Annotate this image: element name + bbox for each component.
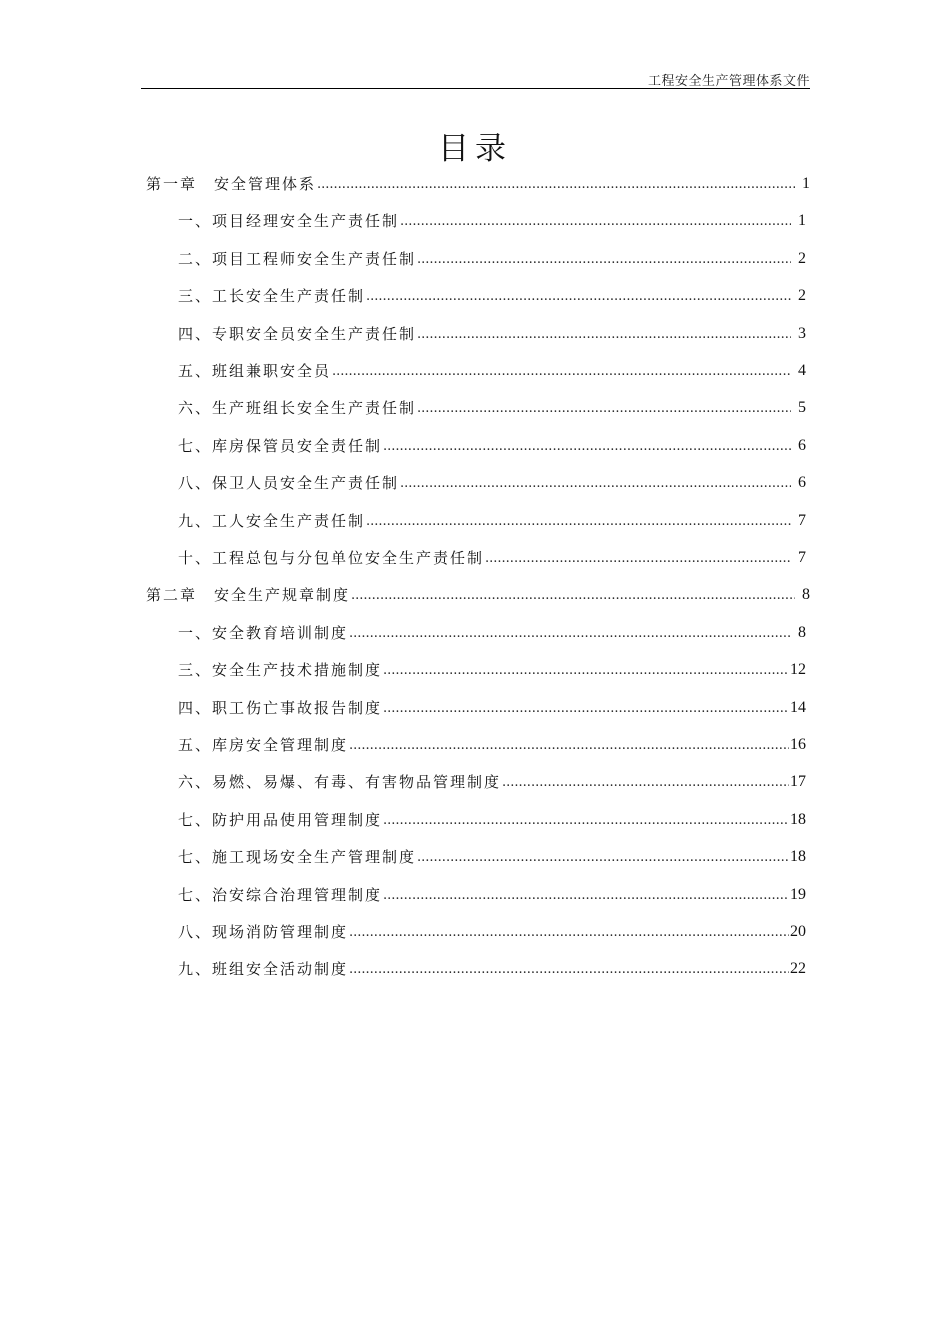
toc-section-link[interactable] [178,650,806,680]
toc-dot-leader [332,365,791,378]
toc-section-link[interactable] [178,426,806,456]
toc-entry-label: 第一章 安全管理体系 [146,175,317,193]
toc-section-link[interactable] [178,314,806,344]
toc-section-link[interactable] [178,912,806,942]
running-header: 工程安全生产管理体系文件 [647,74,810,89]
toc-dot-leader [349,926,789,939]
toc-entry-label: 九、工人安全生产责任制 [178,511,366,530]
toc-chapter-link[interactable] [146,164,810,194]
toc-dot-leader [417,851,789,864]
toc-page-number: 2 [798,287,806,305]
toc-page-number: 2 [798,249,806,267]
toc-entry-label: 十、工程总包与分包单位安全生产责任制 [178,549,485,567]
toc-page-number: 1 [798,212,806,230]
toc-entry-label: 一、项目经理安全生产责任制 [178,212,400,231]
toc-page-number: 5 [798,399,806,417]
toc-dot-leader [383,889,789,902]
toc-section-link[interactable] [178,201,806,231]
toc-dot-leader [417,253,791,266]
toc-page-number: 17 [790,773,806,791]
toc-dot-leader [351,589,795,602]
toc-entry-label: 八、保卫人员安全生产责任制 [178,474,400,493]
toc-entry-label: 一、安全教育培训制度 [178,623,349,642]
toc-entry-label: 七、施工现场安全生产管理制度 [178,848,417,867]
toc-page-number: 18 [790,810,806,828]
toc-dot-leader [502,776,789,789]
toc-section-link[interactable] [178,463,806,493]
toc-entry-label: 五、班组兼职安全员 [178,362,332,380]
toc-entry-label: 第二章 安全生产规章制度 [146,586,351,605]
toc-dot-leader [349,627,791,640]
toc-page-number: 6 [798,474,806,492]
toc-page-number: 16 [790,736,806,753]
toc-entry-label: 四、职工伤亡事故报告制度 [178,698,383,717]
toc-dot-leader [317,178,795,191]
toc-entry-label: 三、安全生产技术措施制度 [178,661,383,680]
toc-dot-leader [349,739,789,752]
toc-entry-label: 五、库房安全管理制度 [178,736,349,754]
toc-title: 目录 [438,130,512,167]
toc-section-link[interactable] [178,837,806,867]
toc-chapter-link[interactable] [146,575,810,605]
toc-dot-leader [400,215,791,228]
toc-page-number: 7 [798,511,806,529]
toc-section-link[interactable] [178,351,806,381]
toc-dot-leader [400,477,791,490]
toc-dot-leader [485,552,791,565]
toc-dot-leader [366,290,791,303]
toc-page-number: 20 [790,923,806,940]
toc-section-link[interactable] [178,239,806,269]
toc-page-number: 4 [798,362,806,379]
toc-entry-label: 八、现场消防管理制度 [178,923,349,941]
toc-section-link[interactable] [178,688,806,718]
toc-dot-leader [383,814,789,827]
toc-page-number: 14 [790,698,806,716]
toc-dot-leader [383,702,789,715]
toc-entry-label: 九、班组安全活动制度 [178,960,349,979]
toc-entry-label: 二、项目工程师安全生产责任制 [178,249,417,268]
toc-dot-leader [417,328,791,341]
toc-entry-label: 七、治安综合治理管理制度 [178,885,383,904]
toc-entry-label: 三、工长安全生产责任制 [178,287,366,306]
toc-page-number: 19 [790,885,806,903]
toc-section-link[interactable] [178,762,806,792]
toc-page-number: 12 [790,661,806,679]
toc-dot-leader [383,440,791,453]
header-rule [141,88,810,89]
toc-entry-label: 六、生产班组长安全生产责任制 [178,399,417,418]
toc-page-number: 7 [798,549,806,566]
toc-section-link[interactable] [178,725,806,755]
toc-page-number: 22 [790,960,806,978]
toc-page-number: 3 [798,324,806,342]
toc-section-link[interactable] [178,613,806,643]
toc-dot-leader [366,515,791,528]
toc-entry-label: 七、防护用品使用管理制度 [178,810,383,829]
toc-dot-leader [349,963,789,976]
toc-section-link[interactable] [178,276,806,306]
toc-entry-label: 七、库房保管员安全责任制 [178,436,383,455]
toc-section-link[interactable] [178,800,806,830]
toc-entry-label: 四、专职安全员安全生产责任制 [178,324,417,343]
toc-dot-leader [417,402,791,415]
toc-section-link[interactable] [178,949,806,979]
toc-page-number: 6 [798,436,806,454]
toc-dot-leader [383,664,789,677]
toc-entry-label: 六、易燃、易爆、有毒、有害物品管理制度 [178,773,502,792]
toc-page-number: 8 [802,586,810,604]
toc-page-number: 18 [790,848,806,866]
toc-page-number: 8 [798,623,806,641]
toc-section-link[interactable] [178,501,806,531]
toc-section-link[interactable] [178,875,806,905]
toc-page-number: 1 [802,175,810,192]
toc-section-link[interactable] [178,538,806,568]
toc-section-link[interactable] [178,388,806,418]
